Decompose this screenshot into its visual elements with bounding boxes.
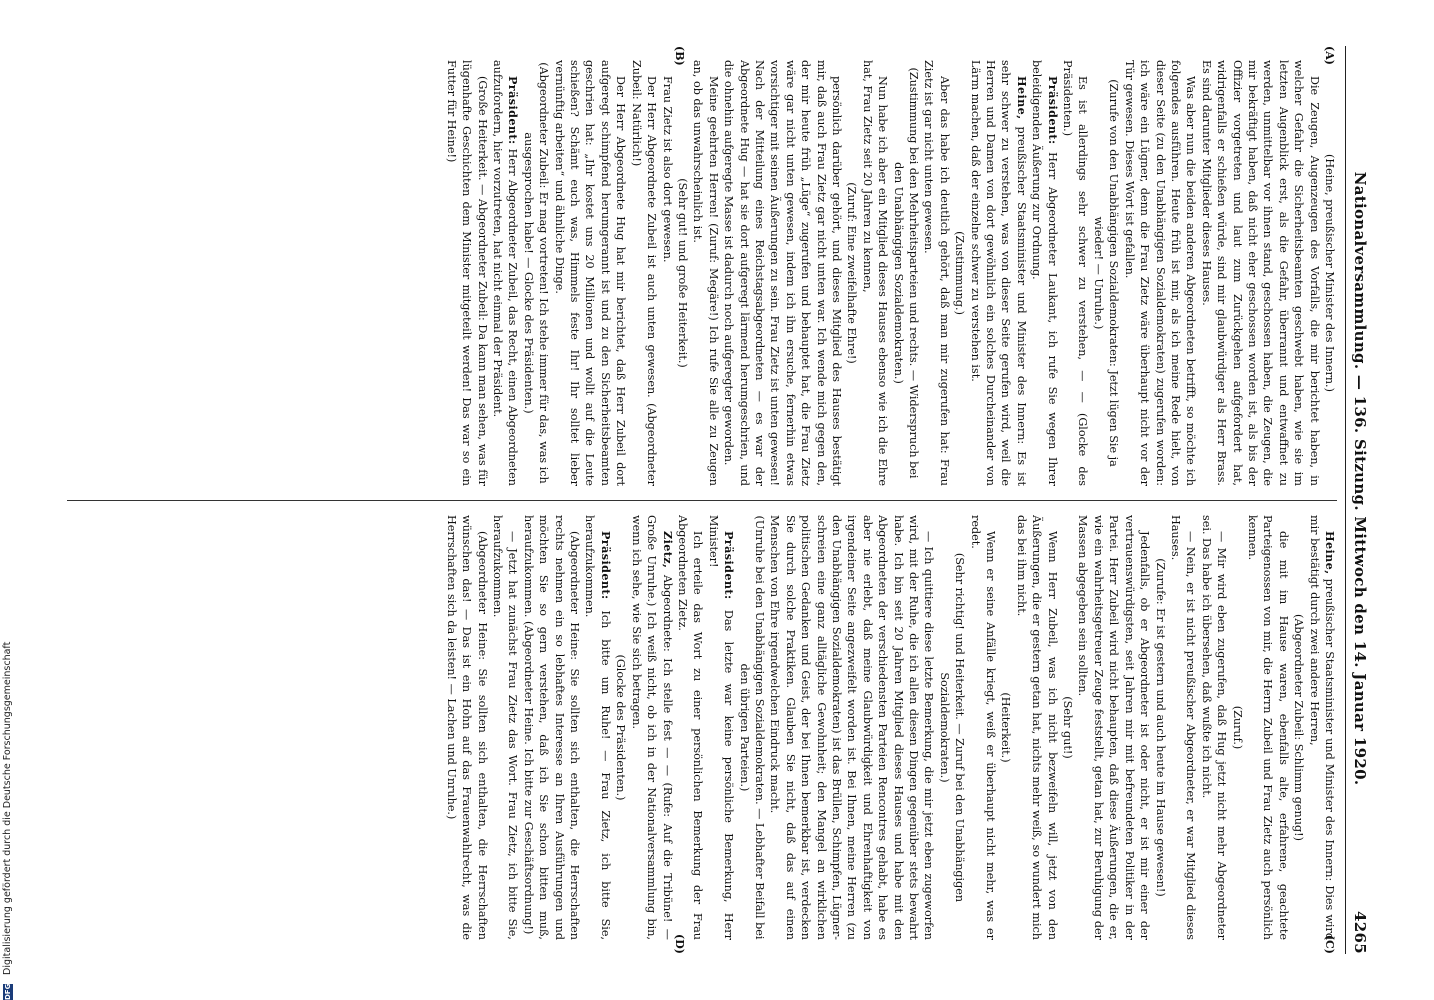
paragraph: (Sehr gut! und große Heiterkeit.) [675,178,689,368]
paragraph: (Zustimmung bei den Mehrheitsparteien und rechts. — Widerspruch bei den Unabhängigen Sozialdemokraten.) [891,67,921,479]
paragraph: (Zurufe: Er ist gestern und auch heute im Hause gewesen!) [1153,558,1167,897]
paragraph: Präsident: Herr Abgeordneter Zubeil, das Recht, einen Abgeordneten aufzufordern, hier vorzutreten, hat nicht einmal der Präsident. [491,60,521,486]
speaker-name: Präsident: [506,76,521,145]
page-number: 4265 [1351,911,1369,954]
paragraph: (Unruhe bei den Unabhängigen Sozialdemokraten. — Lebhafter Beifall bei den übrigen Parteien.) [737,515,766,940]
marker-c: (C) [1323,934,1336,954]
paragraph: (Abgeordneter Zubeil: Schlimm genug!) [1292,613,1306,841]
paragraph: (Zurufe von den Unabhängigen Sozialdemokraten: Jetzt lügen Sie ja wieder! — Unruhe.) [1091,79,1121,467]
paragraph: Heine, preußischer Staatsminister und Minister des Innern: Es ist sehr schwer zu verstehen, was von dieser Seite gerufen wird, weil die Herren und Damen von dort gewöhnlich ein solches Durcheinander von Lärm machen, daß der einzelne schwer zu verstehen ist. [968,60,1029,486]
paragraph: Ich erteile das Wort zu einer persönlichen Bemerkung der Frau Abgeordneten Zietz. [675,515,705,940]
paragraph: — Ich quittiere diese letzte Bemerkung, die mir jetzt eben zugeworfen wird, mit der Ruhe, die ich allen diesen Dingen gegenüber stets bewahrt habe. Ich bin seit 20 Jahren Mitglied dieses Hauses und habe mit den Abgeordneten der verschiedensten Parteien Rencontres gehabt, habe es aber nie erlebt, daß meine Glaubwürdigkeit und Ehrenhaftigkeit von irgendeiner Seite angezweifelt worden ist. Bei Ihnen, meine Herren (zu den Unabhängigen Sozialdemokraten) ist das Brüllen, Schimpfen, Lügner-schreien eine ganz alltägliche Gewohnheit; den Mangel an wirklichen politischen Gedanken und Geist, der bei Ihnen bemerkbar ist, verdecken Sie durch solche Praktiken. Glauben Sie nicht, daß das auf einen Menschen von Ehre irgendwelchen Eindruck macht. [768,515,936,940]
text-columns [67,46,1337,954]
paragraph: persönlich darüber gehört, und dieses Mitglied des Hauses bestätigt mir, daß auch Frau Zietz gar nicht unten war. Ich wende mich gegen den, der mir heute früh „Lüge“ zugerufen und behauptet hat, die Frau Zietz wäre gar nicht unten gewesen, indem ich ihn ersuche, fernerhin etwas vorsichtiger mit seinen Äußerungen zu sein. Frau Zietz ist unten gewesen! Nach der Mitteilung eines Reichstagsabgeordneten — es war der Abgeordnete Hug — hat sie dort aufgeregt lärmend herumgeschrien, und die ohnehin aufgeregte Masse ist dadurch noch aufgeregter geworden. [722,60,843,486]
dfg-logo-icon: DFG [3,983,12,1000]
right-column [67,500,1337,954]
paragraph: (Zustimmung.) [953,231,967,315]
paragraph: (Abgeordneter Heine: Sie sollten sich enthalten, die Herrschaften rechts nehmen ein so lebhaftes Interesse an Ihren Ausführungen und möchten Sie so gern verstehen, daß ich Sie schon bitten muß, heraufzukommen. (Abgeordneter Heine. Ich bitte zur Geschäftsordnung!) [521,515,582,940]
paragraph: Wenn er seine Anfälle kriegt, weiß er überhaupt nicht mehr, was er redet. [968,515,998,940]
paragraph: — Jetzt hat zunächst Frau Zietz das Wort. Frau Zietz, ich bitte Sie, heraufzukommen. [491,515,520,940]
paragraph: (Heiterkeit.) [999,692,1013,763]
paragraph: Meine geehrten Herren! (Zuruf: Megäre!) Ich rufe Sie alle zu Zeugen an, ob das unwahrscheinlich ist. [691,60,720,486]
paragraph: Es ist allerdings sehr schwer zu verstehen, — — (Glocke des Präsidenten.) [1061,60,1090,486]
paragraph: — Nein, er ist nicht preußischer Abgeordneter, er war Mitglied dieses Hauses. [1168,515,1198,940]
left-column [67,46,1337,500]
speaker-name: Präsident: [598,531,613,600]
paragraph: Frau Zietz ist also dort gewesen. [660,76,674,263]
paragraph: die mit im Hause waren, ebenfalls alte, erfahrene, geachtete Parteigenossen von mir, die Herrn Zubeil und Frau Zietz auch persönlich kennen. [1245,515,1290,940]
paragraph: Nun habe ich aber ein Mitglied dieses Hauses ebenso wie ich die Ehre hat, Frau Zietz seit 20 Jahren zu kennen, [860,60,890,486]
credit-text: Digitalisierung gefördert durch die Deutsche Forschungsgemeinschaft [2,641,13,975]
paragraph: Präsident: Ich bitte um Ruhe! — Frau Zietz, ich bitte Sie, heraufzukommen. [583,515,613,940]
rotated-page [7,20,1387,980]
paragraph: (Heine, preußischer Minister des Innern.) [1323,154,1336,392]
paragraph: (Abgeordneter Zubeil: Er mag vortreten! Ich stehe immer für das, was ich ausgesprochen habe! — Glocke des Präsidenten.) [521,62,551,484]
paragraph: (Zuruf.) [1230,705,1244,750]
paragraph: Der Herr Abgeordnete Zubeil ist auch unten gewesen. (Abgeordneter Zubeil: Natürlich!) [629,60,659,486]
paragraph: Wenn Herr Zubeil, was ich nicht bezweifeln will, jetzt von den Äußerungen, die er gestern getan hat, nichts mehr weiß, so wundert mich das bei ihm nicht. [1014,515,1059,940]
speaker-name: Präsident: [722,531,737,600]
speaker-name: Zietz, [660,531,675,569]
paragraph: (Große Heiterkeit. — Abgeordneter Zubeil: Da kann man sehen, was für lügenhafte Geschichten dem Minister mitgeteilt werden! Das war so ein Futter für Heine!) [444,60,489,486]
marker-a: (A) [1323,46,1336,65]
marker-b: (B) [673,46,686,66]
paragraph: (Zuruf: Eine zweifelhafte Ehre!) [845,182,859,364]
speaker-name: Heine, [1323,531,1337,575]
speaker-name: Heine, [1014,76,1029,120]
paragraph: (Abgeordneter Heine: Sie sollten sich enthalten, die Herrschaften wünschen das! — Das ist ein Hohn auf das Frauenwahlrecht, was die Herrschaften sich da leisten! — Lachen und Unruhe.) [444,515,489,940]
paragraph: Was aber nun die beiden anderen Abgeordneten betrifft, so möchte ich folgendes ausführen. Heute früh ist mir, als ich meine Rede hielt, von dieser Seite (zu den Unabhängigen Sozialdemokraten) zugerufen worden: ich wäre ein Lügner, denn die Frau Zietz wäre überhaupt nicht vor der Tür gewesen. Dieses Wort ist gefallen. [1122,60,1198,486]
paragraph: Zietz, Abgeordnete: Ich stelle fest — — (Rufe: Auf die Tribüne! — Große Unruhe.) Ich weiß nicht, ob ich in der Nationalversammlung bin, wenn ich sehe, wie Sie sich betragen. [629,515,675,940]
speaker-name: Präsident: [1045,76,1060,145]
paragraph: — Mir wird eben zugerufen, daß Hug jetzt nicht mehr Abgeordneter sei. Das habe ich übersehen, daß wußte ich nicht. [1199,515,1229,940]
marker-d: (D) [673,934,686,954]
paragraph: Präsident: Das letzte war keine persönliche Bemerkung, Herr Minister! [706,515,737,940]
paragraph: Präsident: Herr Abgeordneter Laukant, ich rufe Sie wegen Ihrer beleidigenden Äußerung zur Ordnung. [1030,60,1060,486]
paragraph: Die Zeugen, Augenzeugen des Vorfalls, die mir berichtet haben, in welcher Gefahr die Sicherheitsbeamten geschwebt haben, wie sie im letzten Augenblick erst, als die Gefahr, überrannt und entwaffnet zu werden, unmittelbar vor ihnen stand, geschossen haben, die Zeugen, die mir bekräftigt haben, daß nicht eher geschossen worden ist, als bis der Offizier vorgetreten und laut zum Zurückgehen aufgefordert hat, widrigenfalls er schießen würde, sind mir glaubwürdiger als Herr Brass. Es sind darunter Mitglieder dieses Hauses. [1199,60,1321,486]
paragraph: Der Herr Abgeordnete Hug hat mir berichtet, daß Herr Zubeil dort aufgeregt schimpfend herumgerannt ist und zu den Sicherheitsbeamten geschrien hat: „Ihr kostet uns 20 Millionen und wollt auf die Leute schießen? Schämt euch was, Himmels feste Ihr! Ihr solltet lieber vernünftig arbeiten“ und ähnliche Dinge. [552,60,628,486]
digitization-credit [2,20,13,1000]
paragraph: (Sehr gut!) [1061,696,1075,759]
paragraph: Jedenfalls, ob er Abgeordneter ist oder nicht, er ist mir einer der vertrauenswürdigsten, seit Jahren mir mit befreundeten Politiker in der Partei. Herr Zubeil wird nicht behaupten, daß diese Äußerungen, die er, wie ein wahrheitsgetreuer Zeuge feststellt, getan hat, zur Beruhigung der Massen abgegeben sein sollten. [1076,515,1152,940]
paragraph: (Sehr richtig! und Heiterkeit. — Zuruf bei den Unabhängigen Sozialdemokraten.) [937,552,967,903]
paragraph: Aber das habe ich deutlich gehört, daß man mir zugerufen hat: Frau Zietz ist gar nicht unten gewesen. [922,60,951,486]
page-header [1345,46,1369,954]
page-title: Nationalversammlung. — 136. Sitzung. Mittwoch den 14. Januar 1920. [1351,171,1369,786]
paragraph: Heine, preußischer Staatsminister und Minister des Innern: Dies wird mir bestätigt durch zwei andere Herren, [1307,515,1337,940]
paragraph: (Glocke des Präsidenten.) [614,654,628,801]
